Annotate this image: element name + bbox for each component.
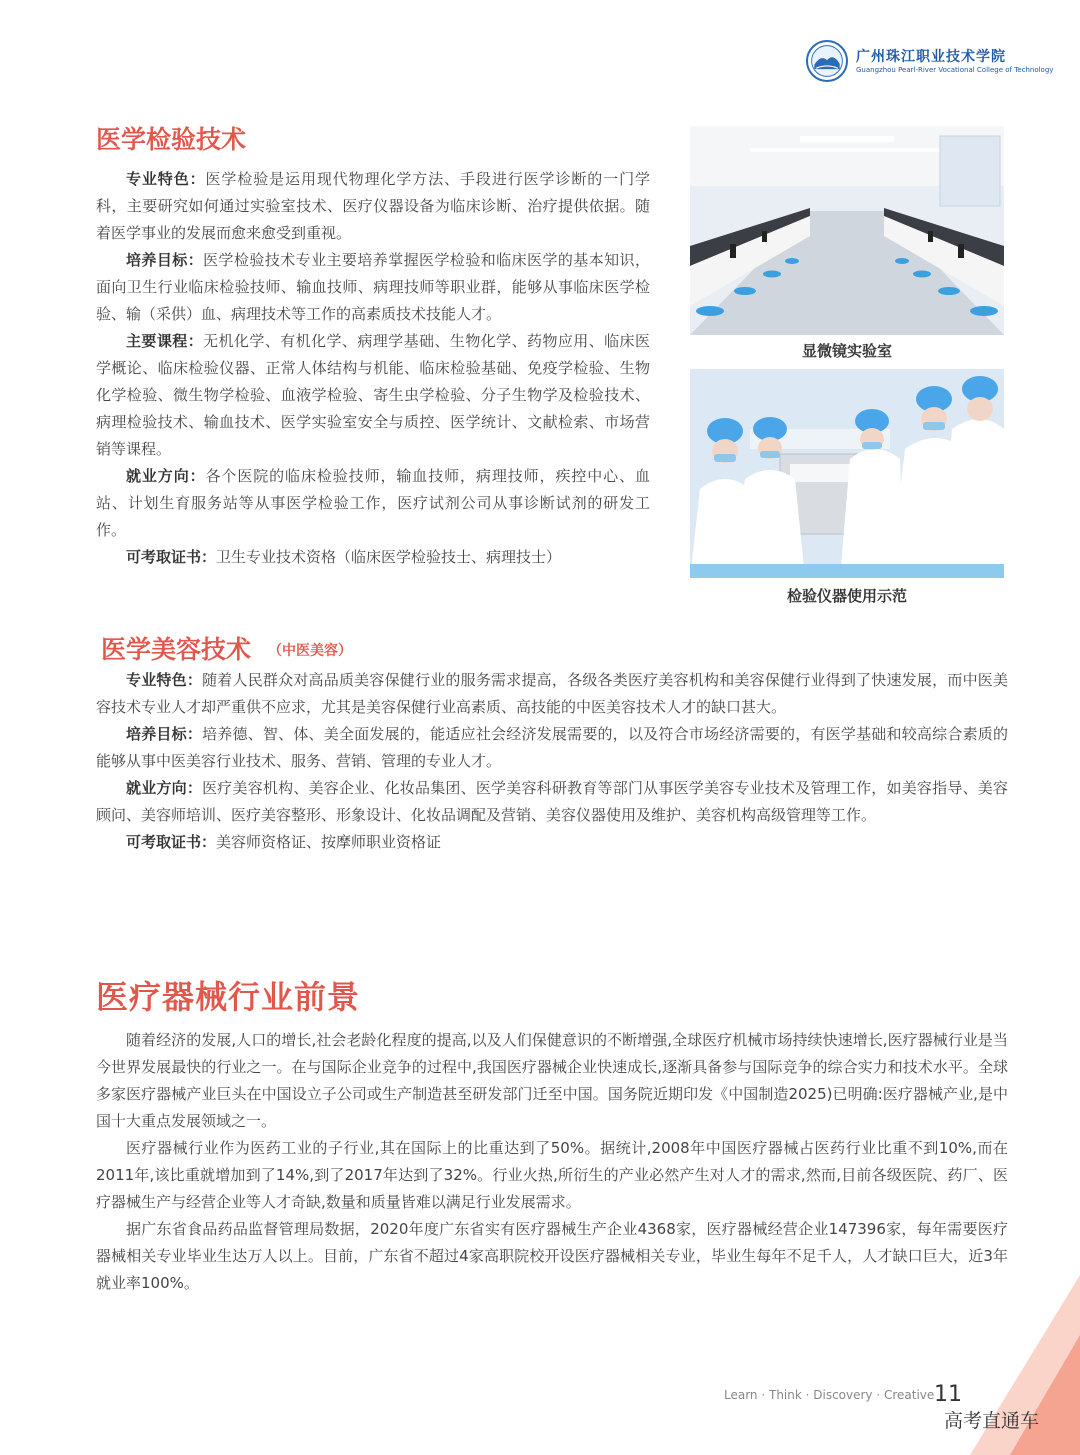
label-beauty-certificate: 可考取证书： <box>126 833 217 851</box>
paragraph-outlook-3: 据广东省食品药品监督管理局数据，2020年度广东省实有医疗器械生产企业4368家，医疗器械经营企业147396家，每年需要医疗器械相关专业毕业生达万人以上。目前，广东省不超过4家高职院校开设医疗器械相关专业，毕业生每年不足千人，人才缺口巨大，近3年就业率100%。 <box>96 1220 1008 1292</box>
paragraph-beauty-career <box>96 775 1008 829</box>
text-beauty-certificate: 美容师资格证、按摩师职业资格证 <box>216 833 442 851</box>
section-title-device-outlook: 医疗器械行业前景 <box>96 978 361 1016</box>
college-logo <box>806 40 1054 86</box>
label-beauty-career: 就业方向： <box>126 779 203 797</box>
text-courses: 无机化学、有机化学、病理学基础、生物化学、药物应用、临床医学概论、临床检验仪器、正常人体结构与机能、临床检验基础、免疫学检验、生物化学检验、微生物学检验、血液学检验、寄生虫学检验、分子生物学及检验技术、病理检验技术、输血技术、医学实验室安全与质控、医学统计、文献检索、市场营销等课程。 <box>96 332 650 458</box>
text-beauty-goal: 培养德、智、体、美全面发展的，能适应社会经济发展需要的，以及符合市场经济需要的，有医学基础和较高综合素质的能够从事中医美容行业技术、服务、营销、管理的专业人才。 <box>96 725 1008 770</box>
label-certificate: 可考取证书： <box>126 548 217 566</box>
paragraph-outlook-2: 医疗器械行业作为医药工业的子行业,其在国际上的比重达到了50%。据统计,2008年中国医疗器械占医药行业比重不到10%,而在2011年,该比重就增加到了14%,到了2017年达到了32%。行业火热,所衍生的产业必然产生对人才的需求,然而,目前各级医院、药厂、医疗器械生产与经营企业等人才奇缺,数量和质量皆难以满足行业发展需求。 <box>96 1139 1008 1211</box>
paragraph-beauty-feature <box>96 667 1008 721</box>
paragraph-beauty-goal <box>96 721 1008 775</box>
text-goal: 医学检验技术专业主要培养掌握医学检验和临床医学的基本知识，面向卫生行业临床检验技师、输血技师、病理技师等职业群，能够从事临床医学检验、输（采供）血、病理技术等工作的高素质技术技能人才。 <box>96 251 650 323</box>
text-certificate: 卫生专业技术资格（临床医学检验技士、病理技士） <box>216 548 562 566</box>
text-beauty-feature: 随着人民群众对高品质美容保健行业的服务需求提高，各级各类医疗美容机构和美容保健行业得到了快速发展，而中医美容技术专业人才却严重供不应求，尤其是美容保健行业高素质、高技能的中医美容技术人才的缺口甚大。 <box>96 671 1008 716</box>
logo-chinese-name: 广州珠江职业技术学院 <box>856 49 1006 65</box>
section-subtitle-tcm-beauty: （中医美容） <box>268 643 352 659</box>
section-title-medical-beauty: 医学美容技术 <box>101 635 252 664</box>
college-emblem-icon <box>806 40 848 82</box>
watermark-text: 高考直通车 <box>944 1410 1040 1432</box>
caption-microscope-lab: 显微镜实验室 <box>801 342 892 360</box>
paragraph-certificate <box>96 544 650 571</box>
label-beauty-feature: 专业特色： <box>126 671 203 689</box>
paragraph-goal <box>96 247 650 328</box>
text-beauty-career: 医疗美容机构、美容企业、化妆品集团、医学美容科研教育等部门从事医学美容专业技术及管理工作，如美容指导、美容顾问、美容师培训、医疗美容整形、形象设计、化妆品调配及营销、美容仪器使用及维护、美容机构高级管理等工作。 <box>96 779 1008 824</box>
label-courses: 主要课程： <box>126 332 204 350</box>
photo-microscope-lab <box>690 126 1004 335</box>
paragraph-beauty-certificate <box>96 829 1008 856</box>
label-beauty-goal: 培养目标： <box>126 725 203 743</box>
page-number: 11 <box>934 1382 962 1407</box>
paragraph-career <box>96 463 650 544</box>
text-career: 各个医院的临床检验技师，输血技师，病理技师，疾控中心、血站、计划生育服务站等从事医学检验工作，医疗试剂公司从事诊断试剂的研发工作。 <box>96 467 650 539</box>
text-feature: 医学检验是运用现代物理化学方法、手段进行医学诊断的一门学科，主要研究如何通过实验室技术、医疗仪器设备为临床诊断、治疗提供依据。随着医学事业的发展而愈来愈受到重视。 <box>96 170 650 242</box>
section-title-medical-lab: 医学检验技术 <box>96 125 247 154</box>
paragraph-outlook-1: 随着经济的发展,人口的增长,社会老龄化程度的提高,以及人们保健意识的不断增强,全球医疗机械市场持续快速增长,医疗器械行业是当今世界发展最快的行业之一。在与国际企业竞争的过程中,我国医疗器械企业快速成长,逐渐具备参与国际竞争的综合实力和技术水平。全球多家医疗器械产业巨头在中国设立子公司或生产制造甚至研发部门迁至中国。国务院近期印发《中国制造2025)已明确:医疗器械产业,是中国十大重点发展领域之一。 <box>96 1031 1008 1130</box>
caption-instrument-demo: 检验仪器使用示范 <box>786 587 907 605</box>
footer-tagline: Learn · Think · Discovery · Creative <box>724 1388 935 1402</box>
paragraph-feature <box>96 166 650 247</box>
label-goal: 培养目标： <box>126 251 204 269</box>
logo-english-name: Guangzhou Pearl-River Vocational College of Technology <box>856 66 1054 74</box>
label-feature: 专业特色： <box>126 170 206 188</box>
photo-instrument-demo <box>690 369 1004 578</box>
label-career: 就业方向： <box>126 467 206 485</box>
paragraph-courses <box>96 328 650 463</box>
